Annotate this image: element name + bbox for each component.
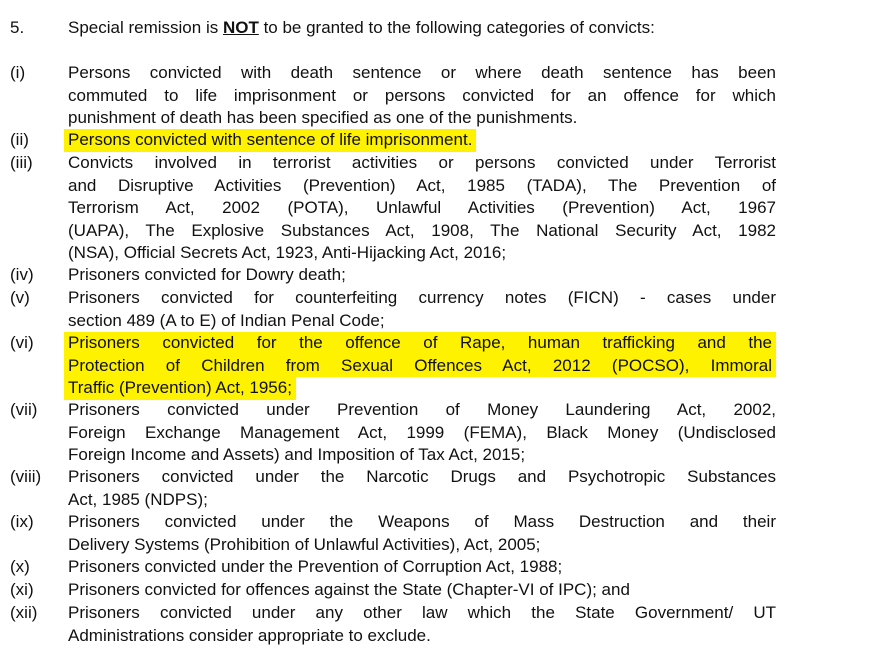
item-text-line: Terrorism Act, 2002 (POTA), Unlawful Activities (Prevention) Act, 1967	[68, 198, 776, 217]
item-number: (xi)	[10, 580, 34, 599]
highlighted-text-line: Traffic (Prevention) Act, 1956;	[64, 377, 296, 400]
item-number: (iii)	[10, 153, 33, 172]
item-text-line: Delivery Systems (Prohibition of Unlawful Activities), Act, 2005;	[68, 534, 541, 554]
item-text-line: Persons convicted with death sentence or where death sentence has been	[68, 63, 776, 82]
highlighted-text-line: Persons convicted with sentence of life imprisonment.	[64, 129, 476, 152]
item-text-line: Administrations consider appropriate to exclude.	[68, 625, 431, 645]
item-text	[68, 287, 776, 332]
section-title	[68, 17, 655, 40]
item-text-line: punishment of death has been specified as one of the punishments.	[68, 108, 578, 127]
item-number: (ix)	[10, 512, 34, 531]
item-number: (vi)	[10, 333, 34, 352]
item-text-line: Prisoners convicted under Prevention of Money Laundering Act, 2002,	[68, 400, 776, 419]
highlighted-text-line: Prisoners convicted for the offence of Rape, human trafficking and the	[64, 332, 776, 355]
item-text	[68, 264, 776, 287]
item-text-line: commuted to life imprisonment or persons convicted for an offence for which	[68, 85, 776, 105]
item-text	[68, 62, 776, 130]
section-title-end: to be granted to the following categories of convicts:	[258, 18, 655, 37]
item-text-line: Prisoners convicted for offences against the State (Chapter-VI of IPC); and	[68, 580, 630, 599]
item-text-line: and Disruptive Activities (Prevention) Act, 1985 (TADA), The Prevention of	[68, 175, 776, 195]
item-text	[68, 152, 776, 265]
item-text-line: (NSA), Official Secrets Act, 1923, Anti-Hijacking Act, 2016;	[68, 243, 507, 262]
item-number: (iv)	[10, 265, 34, 284]
item-text	[68, 466, 776, 511]
item-text-line: Prisoners convicted for Dowry death;	[68, 265, 346, 284]
item-text	[68, 579, 776, 602]
highlighted-text-line: Protection of Children from Sexual Offences Act, 2012 (POCSO), Immoral	[64, 355, 776, 378]
item-text-line: Prisoners convicted under the Prevention of Corruption Act, 1988;	[68, 557, 563, 576]
item-text	[68, 511, 776, 556]
item-text	[68, 399, 776, 467]
item-number: (v)	[10, 288, 30, 307]
item-text	[68, 556, 776, 579]
item-number: (xii)	[10, 603, 38, 622]
item-text-line: Prisoners convicted under any other law which the State Government/ UT	[68, 603, 776, 622]
item-text	[68, 602, 776, 647]
item-text	[68, 129, 776, 152]
item-number: (i)	[10, 63, 26, 82]
section-number: 5.	[10, 18, 25, 37]
section-title-start: Special remission is	[68, 18, 223, 37]
item-text-line: (UAPA), The Explosive Substances Act, 1908, The National Security Act, 1982	[68, 220, 776, 240]
item-number: (x)	[10, 557, 30, 576]
item-text-line: Act, 1985 (NDPS);	[68, 489, 208, 509]
item-text	[68, 332, 776, 400]
section-title-keyword: NOT	[222, 18, 259, 37]
item-text-line: Prisoners convicted under the Weapons of Mass Destruction and their	[68, 512, 776, 531]
item-text-line: Foreign Income and Assets) and Imposition of Tax Act, 2015;	[68, 445, 526, 464]
item-text-line: Convicts involved in terrorist activities or persons convicted under Terrorist	[68, 153, 776, 172]
item-text-line: Prisoners convicted under the Narcotic Drugs and Psychotropic Substances	[68, 467, 776, 486]
item-number: (ii)	[10, 130, 29, 149]
item-text-line: Prisoners convicted for counterfeiting currency notes (FICN) - cases under	[68, 288, 776, 307]
item-text-line: section 489 (A to E) of Indian Penal Code;	[68, 310, 385, 330]
item-text-line: Foreign Exchange Management Act, 1999 (FEMA), Black Money (Undisclosed	[68, 422, 776, 442]
item-number: (vii)	[10, 400, 38, 419]
item-number: (viii)	[10, 467, 42, 486]
